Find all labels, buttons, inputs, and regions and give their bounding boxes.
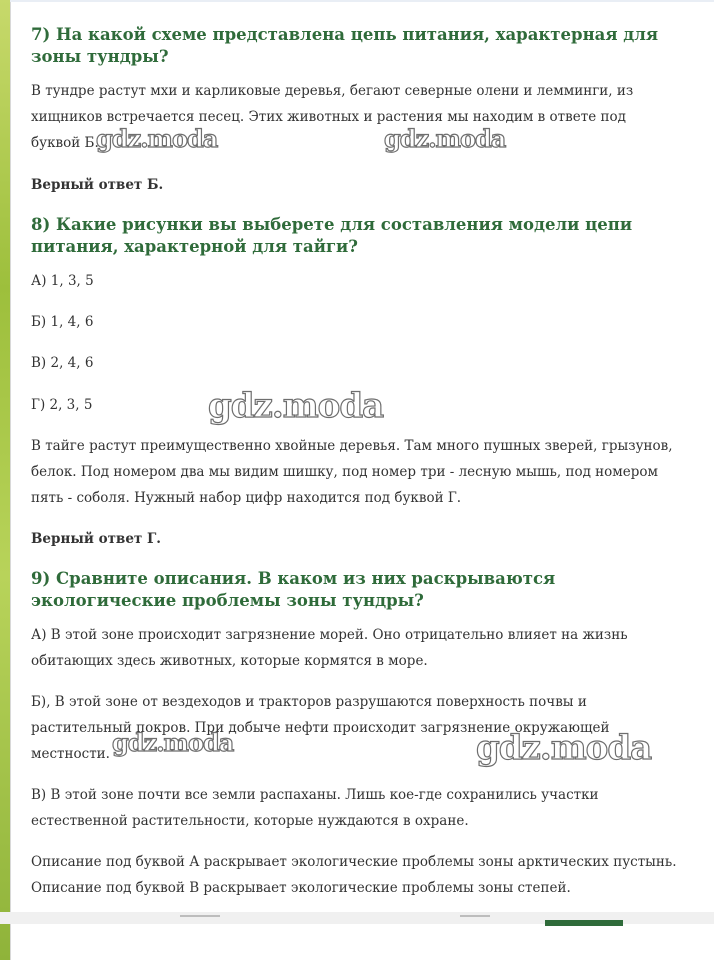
watermark-logo: gdz.moda <box>112 728 234 757</box>
q8-answer: Верный ответ Г. <box>31 531 161 547</box>
q9-option-a-line2: обитающих здесь животных, которые кормятся в море. <box>31 653 428 669</box>
question-9-title: 9) Сравните описания. В каком из них раскрываются экологические проблемы зоны тундры? <box>31 569 556 610</box>
q9-option-v-line2: естественной растительности, которые нуждаются в охране. <box>31 813 469 829</box>
q8-explanation-line1: В тайге растут преимущественно хвойные деревья. Там много пушных зверей, грызунов, <box>31 438 673 454</box>
watermark-logo: gdz.moda <box>384 124 506 153</box>
q7-explanation-line3: буквой Б. <box>31 135 99 151</box>
q8-explanation-line2: белок. Под номером два мы видим шишку, под номер три - лесную мышь, под номером <box>31 464 659 480</box>
bottom-line-fragment <box>460 915 490 917</box>
top-divider <box>10 0 714 2</box>
watermark-logo: gdz.moda <box>96 124 218 153</box>
q9-option-a-line1: А) В этой зоне происходит загрязнение морей. Оно отрицательно влияет на жизнь <box>31 627 628 643</box>
q9-explanation-line1: Описание под буквой А раскрывает экологические проблемы зоны арктических пустынь. <box>31 854 677 870</box>
article-content <box>31 24 699 901</box>
watermark-logo: gdz.moda <box>476 728 652 768</box>
q9-option-b-line2: растительный покров. При добыче нефти происходит загрязнение окружающей <box>31 720 610 736</box>
q9-option-v-line1: В) В этой зоне почти все земли распаханы. Лишь кое-где сохранились участки <box>31 787 599 803</box>
q8-option-v: В) 2, 4, 6 <box>31 355 94 371</box>
q7-explanation-line2: хищников встречается песец. Этих животных и растения мы находим в ответе под <box>31 109 626 125</box>
question-7-title: 7) На какой схеме представлена цепь питания, характерная для зоны тундры? <box>31 25 659 66</box>
question-8-title: 8) Какие рисунки вы выберете для составления модели цепи питания, характерной для тайги? <box>31 215 633 256</box>
q9-option-b-line3: местности. <box>31 746 110 762</box>
watermark-logo: gdz.moda <box>208 386 384 426</box>
left-decorative-strip <box>0 0 10 960</box>
bottom-green-button-edge[interactable] <box>545 920 623 926</box>
q8-option-a: А) 1, 3, 5 <box>31 273 94 289</box>
q9-explanation-line2: Описание под буквой В раскрывает экологические проблемы зоны степей. <box>31 880 571 896</box>
q7-answer: Верный ответ Б. <box>31 177 164 193</box>
q7-explanation-line1: В тундре растут мхи и карликовые деревья, бегают северные олени и лемминги, из <box>31 83 634 99</box>
bottom-line-fragment <box>180 915 220 917</box>
q9-option-b-line1: Б), В этой зоне от вездеходов и тракторов разрушаются поверхность почвы и <box>31 694 587 710</box>
q8-option-b: Б) 1, 4, 6 <box>31 314 94 330</box>
q8-explanation-line3: пять - соболя. Нужный набор цифр находится под буквой Г. <box>31 490 462 506</box>
q8-option-g: Г) 2, 3, 5 <box>31 397 93 413</box>
